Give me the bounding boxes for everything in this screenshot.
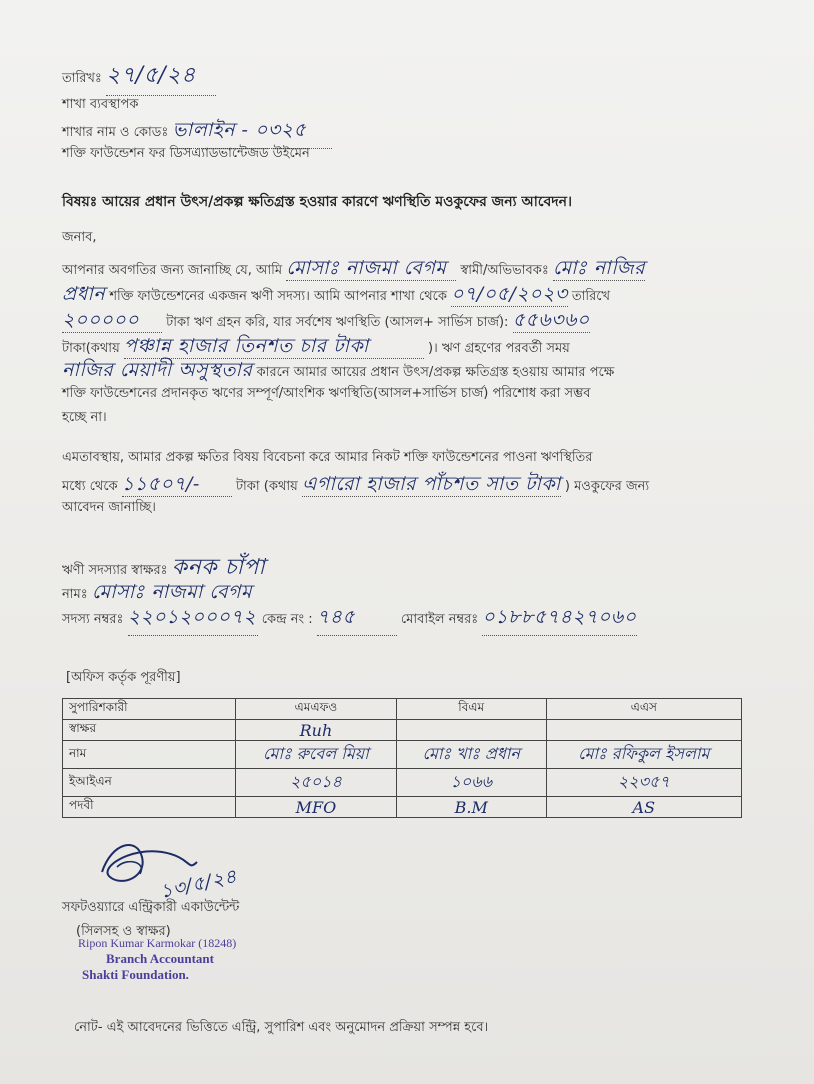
stamp-line: Branch Accountant <box>106 951 214 966</box>
branch-label: শাখার নাম ও কোডঃ <box>62 125 169 140</box>
accountant-stamp <box>78 935 236 983</box>
guardian-name-cont: প্রধান <box>62 283 106 305</box>
center-number: ৭৪৫ <box>317 603 397 636</box>
para1-line4 <box>62 334 570 361</box>
table-cell: Ruh <box>236 720 397 741</box>
member-name-label: নামঃ <box>62 587 88 602</box>
loan-amount: ২০০০০০ <box>62 308 162 333</box>
table-row <box>63 741 742 769</box>
table-cell: মোঃ রুবেল মিয়া <box>236 741 397 769</box>
loan-balance: ৫৫৬৩৬০ <box>512 309 590 331</box>
table-cell: AS <box>546 797 741 818</box>
para2-text: মধ্যে থেকে <box>62 479 118 494</box>
table-header: বিএম <box>396 699 546 720</box>
para1-line7: হচ্ছে না। <box>62 410 107 425</box>
mobile-label: মোবাইল নম্বরঃ <box>400 612 479 627</box>
accountant-date: ১৩/৫/২৪ <box>158 865 240 903</box>
para1-line5 <box>62 358 614 385</box>
table-cell: ২৫০১৪ <box>236 769 397 797</box>
waive-amount: ১১৫০৭/- <box>122 472 232 497</box>
table-cell <box>546 720 741 741</box>
para2-line1: এমতাবস্থায়, আমার প্রকল্প ক্ষতির বিষয় বিবেচনা করে আমার নিকট শক্তি ফাউন্ডেশনের পাওনা ঋণস্থিতির <box>62 450 593 465</box>
balance-in-words: পঞ্চান্ন হাজার তিনশত চার টাকা <box>124 334 424 359</box>
para1-line1 <box>62 256 645 283</box>
row-label: পদবী <box>63 797 236 818</box>
para1-text: কারনে আমার আয়ের প্রধান উৎস/প্রকল্প ক্ষতিগ্রস্ত হওয়ায় আমার পক্ষে <box>256 365 615 380</box>
date-label: তারিখঃ <box>62 71 102 86</box>
para2-line3: আবেদন জানাচ্ছি। <box>62 500 156 515</box>
footer-note: নোট- এই আবেদনের ভিত্তিতে এন্ট্রি, সুপারিশ এবং অনুমোদন প্রক্রিয়া সম্পন্ন হবে। <box>74 1020 489 1035</box>
para1-text: আপনার অবগতির জন্য জানাচ্ছি যে, আমি <box>62 263 283 278</box>
guardian-label: স্বামী/অভিভাবকঃ <box>460 263 549 278</box>
table-cell: ২২৩৫৭ <box>546 769 741 797</box>
damage-reason: নাজির মেয়াদী অসুস্থতার <box>62 359 253 381</box>
subject: বিষয়ঃ আয়ের প্রধান উৎস/প্রকল্প ক্ষতিগ্রস্ত হওয়ার কারণে ঋণস্থিতি মওকুফের জন্য আবেদন। <box>62 194 572 210</box>
guardian-name: মোঃ নাজির <box>552 257 646 279</box>
para1-line6: শক্তি ফাউন্ডেশনের প্রদানকৃত ঋণের সম্পূর্ণ/আংশিক ঋণস্থিতি(আসল+সার্ভিস চার্জ) পরিশোধ করা সম্ভব <box>62 386 591 401</box>
recipient-title: শাখা ব্যবস্থাপক <box>62 97 139 112</box>
para2-line2 <box>62 472 649 499</box>
para1-text: )। ঋণ গ্রহণের পরবর্তী সময় <box>428 341 570 356</box>
para1-text: টাকা(কথায় <box>62 341 120 356</box>
table-row <box>63 720 742 741</box>
table-header: এমএফও <box>236 699 397 720</box>
para2-text: ) মওকুফের জন্য <box>564 479 650 494</box>
applicant-name: মোসাঃ নাজমা বেগম <box>286 256 456 281</box>
table-header-row <box>63 699 742 720</box>
branch-value: ভালাইন - ০৩২৫ <box>172 116 332 149</box>
date-line <box>62 58 216 96</box>
table-cell: মোঃ রফিকুল ইসলাম <box>546 741 741 769</box>
table-row <box>63 797 742 818</box>
member-signature: কনক চাঁপা <box>171 555 266 580</box>
table-header: এএস <box>546 699 741 720</box>
loan-date: ০৭/০৫/২০২৩ <box>451 283 568 305</box>
office-section-label: [অফিস কর্তৃক পূরণীয়] <box>66 670 181 685</box>
table-cell: ১০৬৬ <box>396 769 546 797</box>
row-label: স্বাক্ষর <box>63 720 236 741</box>
member-number-line: সদস্য নম্বরঃ ২২০১২০০০৭২ কেন্দ্র নং : ৭৪৫ মোবাইল নম্বরঃ ০১৮৮৫৭৪২৭০৬০ <box>62 603 637 636</box>
table-cell: MFO <box>236 797 397 818</box>
para1-line3 <box>62 308 590 335</box>
para1-line2 <box>62 282 610 309</box>
recommendation-table <box>62 698 742 818</box>
salutation: জনাব, <box>62 230 97 245</box>
table-cell <box>396 720 546 741</box>
stamp-line: Shakti Foundation. <box>82 967 189 982</box>
row-label: ইআইএন <box>63 769 236 797</box>
member-signature-label: ঋণী সদস্যার স্বাক্ষরঃ <box>62 563 168 578</box>
center-label: কেন্দ্র নং <box>261 612 305 627</box>
row-label: নাম <box>63 741 236 769</box>
table-cell: মোঃ খাঃ প্রধান <box>396 741 546 769</box>
mobile-number: ০১৮৮৫৭৪২৭০৬০ <box>482 603 636 636</box>
accountant-subtitle: (সিলসহ ও স্বাক্ষর) <box>76 924 171 939</box>
para1-text: তারিখে <box>571 289 610 304</box>
member-name: মোসাঃ নাজমা বেগম <box>91 581 253 603</box>
member-number: ২২০১২০০০৭২ <box>128 603 258 636</box>
para2-text: টাকা (কথায় <box>235 479 298 494</box>
org-name: শক্তি ফাউন্ডেশন ফর ডিসএ্যাডভান্টেজড উইমেন <box>62 146 310 161</box>
para1-text: টাকা ঋণ গ্রহন করি, যার সর্বশেষ ঋণস্থিতি (আসল+ সার্ভিস চার্জ): <box>166 315 509 330</box>
date-value: ২৭/৫/২৪ <box>106 58 216 96</box>
table-header: সুপারিশকারী <box>63 699 236 720</box>
table-row <box>63 769 742 797</box>
table-cell: B.M <box>396 797 546 818</box>
stamp-line: Ripon Kumar Karmokar (18248) <box>78 936 237 950</box>
accountant-title: সফটওয়্যারে এন্ট্রিকারী একাউন্টেন্ট <box>62 900 240 915</box>
para1-text: শক্তি ফাউন্ডেশনের একজন ঋণী সদস্য। আমি আপনার শাখা থেকে <box>109 289 447 304</box>
waive-in-words: এগারো হাজার পাঁচশত সাত টাকা <box>301 473 561 495</box>
member-number-label: সদস্য নম্বরঃ <box>62 612 124 627</box>
